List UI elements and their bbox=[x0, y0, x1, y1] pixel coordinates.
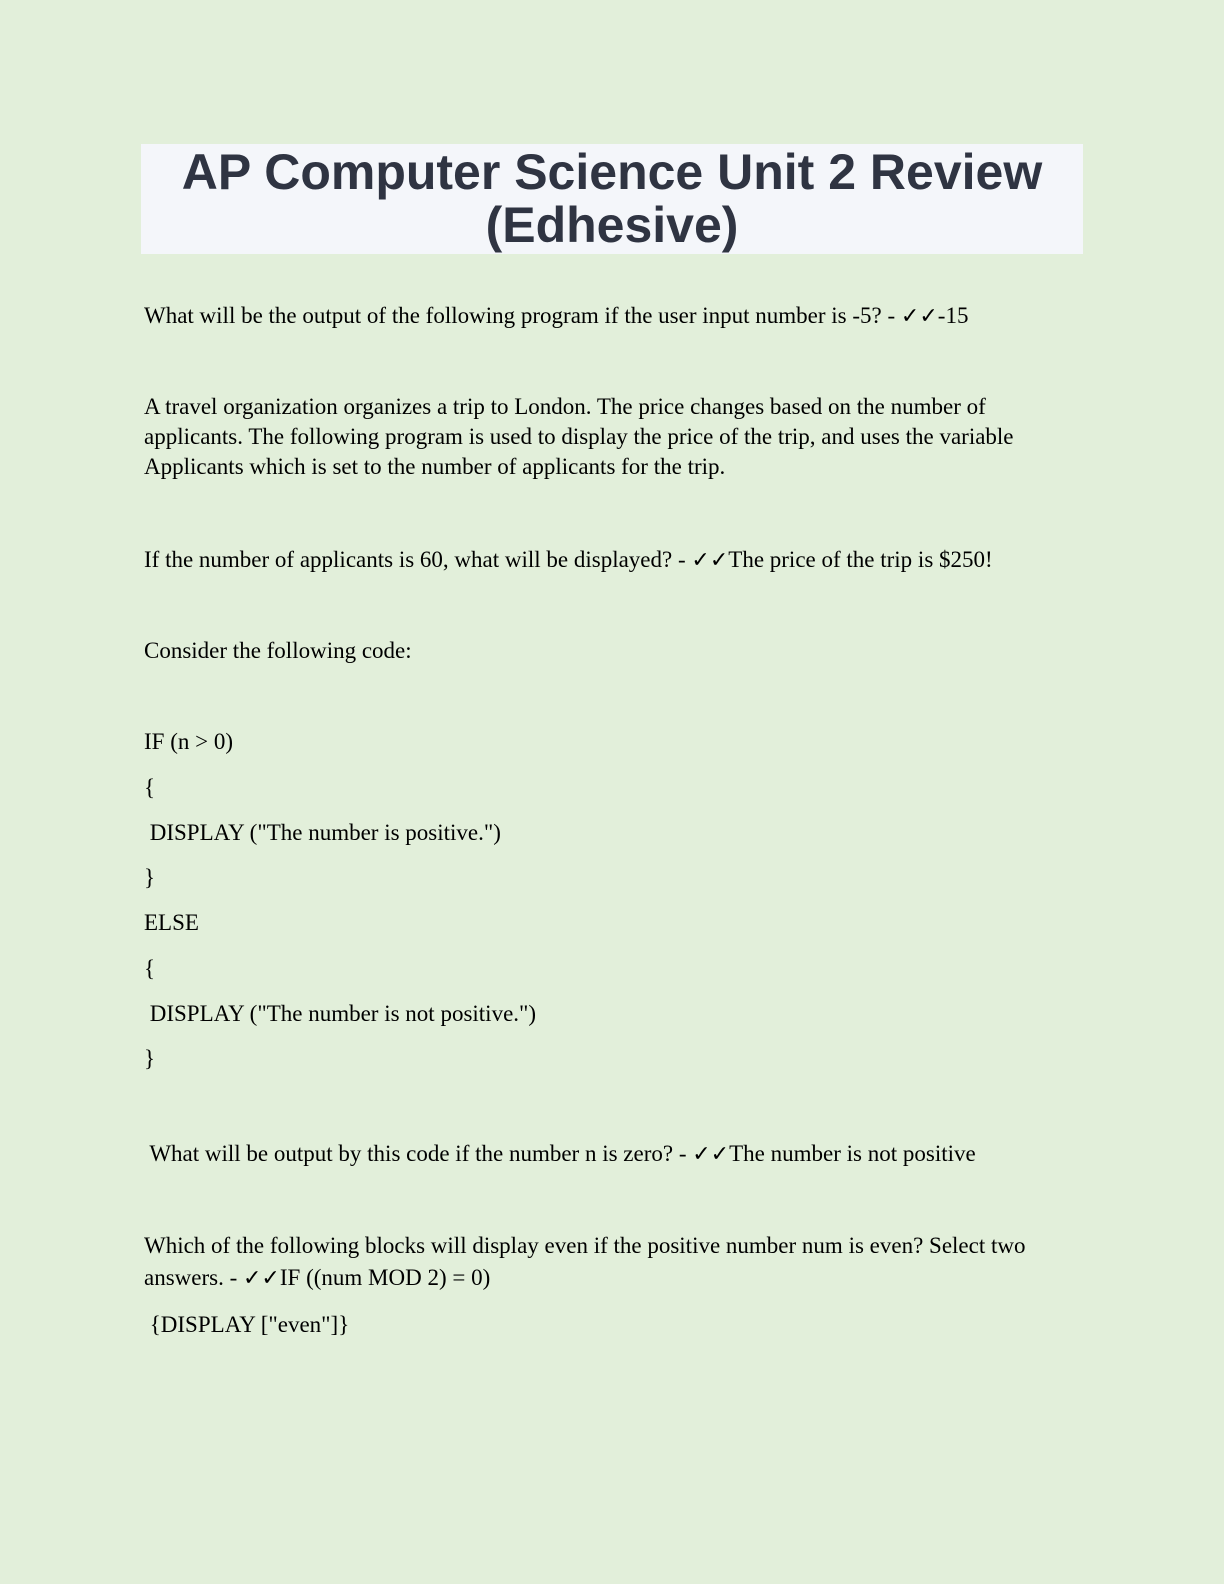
code-line: IF (n > 0) bbox=[144, 729, 233, 754]
double-check-icon: ✓✓ bbox=[691, 548, 729, 573]
code-line: ELSE bbox=[144, 910, 199, 935]
question-1-text: What will be the output of the following program if the user input number is -5? - bbox=[144, 303, 901, 328]
code-line: DISPLAY ("The number is not positive.") bbox=[144, 1001, 537, 1026]
title-line-2: (Edhesive) bbox=[485, 197, 739, 253]
question-4-line-2 bbox=[144, 1263, 490, 1294]
question-1-answer: -15 bbox=[937, 303, 969, 328]
question-4-text: answers. - bbox=[144, 1265, 243, 1290]
question-1 bbox=[144, 301, 968, 332]
question-2-text: If the number of applicants is 60, what will be displayed? - bbox=[144, 547, 692, 572]
code-line: { bbox=[144, 956, 156, 981]
code-line: DISPLAY ("The number is positive.") bbox=[144, 820, 501, 845]
question-3-answer: The number is not positive bbox=[729, 1141, 976, 1166]
question-4-line-1: Which of the following blocks will display even if the positive number num is even? Select two bbox=[144, 1233, 1026, 1258]
question-4-answer: IF ((num MOD 2) = 0) bbox=[279, 1265, 491, 1290]
code-line: { bbox=[144, 775, 156, 800]
question-2 bbox=[144, 545, 993, 576]
double-check-icon: ✓✓ bbox=[243, 1266, 280, 1291]
question-3 bbox=[144, 1139, 976, 1170]
consider-text: Consider the following code: bbox=[144, 638, 412, 663]
title-line-1: AP Computer Science Unit 2 Review bbox=[181, 144, 1043, 200]
document-title bbox=[141, 144, 1083, 254]
travel-paragraph: A travel organization organizes a trip to London. The price changes based on the number of applicants. The following program is used to display the price of the trip, and uses the variable Applicants which is set to the number of applicants for the trip. bbox=[144, 394, 1014, 479]
question-4-answer-line-2: {DISPLAY ["even"]} bbox=[144, 1312, 350, 1337]
double-check-icon: ✓✓ bbox=[692, 1142, 730, 1167]
code-line: } bbox=[144, 865, 156, 890]
question-2-answer: The price of the trip is $250! bbox=[728, 547, 993, 572]
double-check-icon: ✓✓ bbox=[900, 304, 938, 329]
code-line: } bbox=[144, 1046, 156, 1071]
question-3-text: What will be output by this code if the number n is zero? - bbox=[144, 1141, 693, 1166]
